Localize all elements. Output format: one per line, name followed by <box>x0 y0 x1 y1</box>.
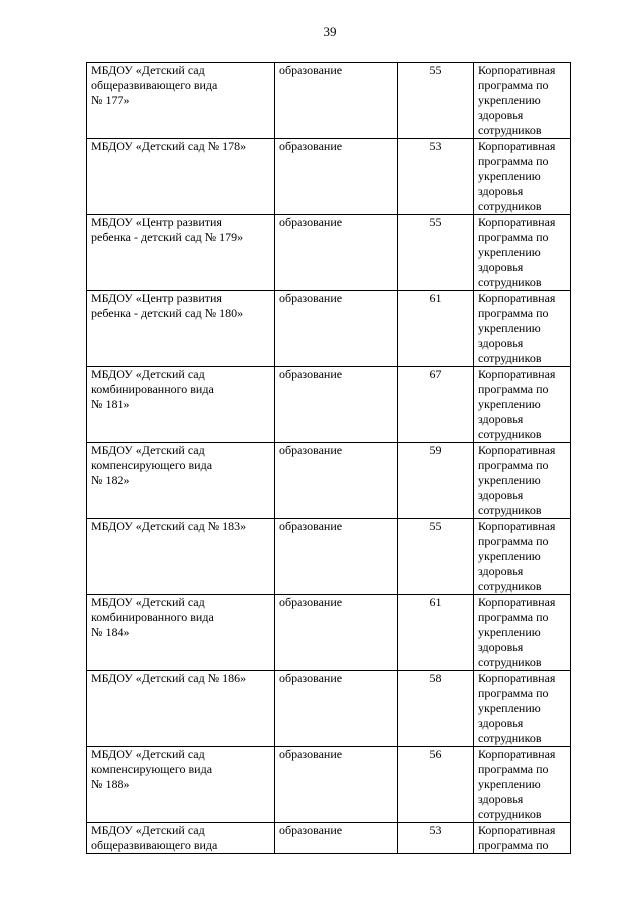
sphere-cell <box>275 823 398 854</box>
sphere-text: образование <box>279 215 343 229</box>
employee-count-text: 61 <box>429 291 442 305</box>
organization-name-text: МБДОУ «Центр развития ребенка - детский сад № 180» <box>91 291 244 320</box>
organization-name-text: МБДОУ «Детский сад № 183» <box>91 519 247 533</box>
program-text: Корпоративная программа по укреплению здоровья сотрудников <box>478 367 556 441</box>
organization-name-text: МБДОУ «Детский сад комбинированного вида № 181» <box>91 367 214 411</box>
organization-name-cell <box>87 595 275 671</box>
table-row <box>87 63 571 139</box>
organization-name-text: МБДОУ «Детский сад общеразвивающего вида № 177» <box>91 63 218 107</box>
employee-count-text: 56 <box>429 747 442 761</box>
organization-name-cell <box>87 519 275 595</box>
organization-name-text: МБДОУ «Детский сад № 186» <box>91 671 247 685</box>
sphere-text: образование <box>279 823 343 837</box>
sphere-text: образование <box>279 63 343 77</box>
employee-count-text: 53 <box>429 139 442 153</box>
employee-count-text: 55 <box>429 215 442 229</box>
program-cell <box>474 671 571 747</box>
table-row <box>87 139 571 215</box>
program-text: Корпоративная программа по укреплению здоровья сотрудников <box>478 595 556 669</box>
program-text: Корпоративная программа по укреплению здоровья сотрудников <box>478 215 556 289</box>
organization-name-cell <box>87 671 275 747</box>
table-row <box>87 291 571 367</box>
employee-count-cell <box>398 823 474 854</box>
organization-name-text: МБДОУ «Детский сад компенсирующего вида № 188» <box>91 747 213 791</box>
table-row <box>87 595 571 671</box>
table-row <box>87 823 571 854</box>
sphere-cell <box>275 443 398 519</box>
organization-name-cell <box>87 443 275 519</box>
organization-name-text: МБДОУ «Детский сад № 178» <box>91 139 247 153</box>
organization-name-cell <box>87 63 275 139</box>
sphere-cell <box>275 595 398 671</box>
program-text: Корпоративная программа по укреплению здоровья сотрудников <box>478 291 556 365</box>
employee-count-cell <box>398 671 474 747</box>
program-text: Корпоративная программа по укреплению здоровья сотрудников <box>478 63 556 137</box>
table-row <box>87 215 571 291</box>
program-text: Корпоративная программа по укреплению здоровья сотрудников <box>478 671 556 745</box>
sphere-text: образование <box>279 367 343 381</box>
employee-count-text: 55 <box>429 519 442 533</box>
table-row <box>87 519 571 595</box>
program-cell <box>474 519 571 595</box>
organization-name-cell <box>87 823 275 854</box>
employee-count-text: 53 <box>429 823 442 837</box>
program-cell <box>474 367 571 443</box>
employee-count-cell <box>398 519 474 595</box>
program-cell <box>474 291 571 367</box>
page-number: 39 <box>323 24 337 39</box>
sphere-text: образование <box>279 291 343 305</box>
employee-count-text: 59 <box>429 443 442 457</box>
employee-count-cell <box>398 215 474 291</box>
organization-name-text: МБДОУ «Детский сад общеразвивающего вида <box>91 823 218 852</box>
sphere-text: образование <box>279 519 343 533</box>
employee-count-cell <box>398 63 474 139</box>
employee-count-cell <box>398 595 474 671</box>
program-cell <box>474 215 571 291</box>
sphere-cell <box>275 139 398 215</box>
employee-count-cell <box>398 367 474 443</box>
table-body <box>87 63 571 854</box>
sphere-cell <box>275 367 398 443</box>
program-cell <box>474 823 571 854</box>
organization-name-text: МБДОУ «Детский сад комбинированного вида № 184» <box>91 595 214 639</box>
sphere-cell <box>275 747 398 823</box>
program-cell <box>474 595 571 671</box>
employee-count-text: 67 <box>429 367 442 381</box>
program-text: Корпоративная программа по укреплению здоровья сотрудников <box>478 443 556 517</box>
organization-name-cell <box>87 139 275 215</box>
organization-name-cell <box>87 367 275 443</box>
organization-name-cell <box>87 747 275 823</box>
program-text: Корпоративная программа по укреплению здоровья сотрудников <box>478 139 556 213</box>
program-text: Корпоративная программа по укреплению здоровья сотрудников <box>478 519 556 593</box>
program-cell <box>474 139 571 215</box>
employee-count-cell <box>398 443 474 519</box>
employee-count-cell <box>398 291 474 367</box>
sphere-text: образование <box>279 747 343 761</box>
organization-name-cell <box>87 291 275 367</box>
organization-name-text: МБДОУ «Детский сад компенсирующего вида № 182» <box>91 443 213 487</box>
sphere-text: образование <box>279 671 343 685</box>
sphere-text: образование <box>279 595 343 609</box>
sphere-cell <box>275 291 398 367</box>
program-cell <box>474 443 571 519</box>
table-row <box>87 367 571 443</box>
sphere-cell <box>275 671 398 747</box>
sphere-cell <box>275 63 398 139</box>
table-row <box>87 671 571 747</box>
table-row <box>87 443 571 519</box>
organization-name-text: МБДОУ «Центр развития ребенка - детский сад № 179» <box>91 215 244 244</box>
sphere-cell <box>275 215 398 291</box>
sphere-cell <box>275 519 398 595</box>
sphere-text: образование <box>279 139 343 153</box>
organization-name-cell <box>87 215 275 291</box>
organizations-table <box>86 62 571 854</box>
employee-count-text: 61 <box>429 595 442 609</box>
employee-count-cell <box>398 139 474 215</box>
sphere-text: образование <box>279 443 343 457</box>
employee-count-text: 58 <box>429 671 442 685</box>
program-text: Корпоративная программа по <box>478 823 556 852</box>
employee-count-text: 55 <box>429 63 442 77</box>
employee-count-cell <box>398 747 474 823</box>
program-cell <box>474 747 571 823</box>
table-row <box>87 747 571 823</box>
program-text: Корпоративная программа по укреплению здоровья сотрудников <box>478 747 556 821</box>
program-cell <box>474 63 571 139</box>
